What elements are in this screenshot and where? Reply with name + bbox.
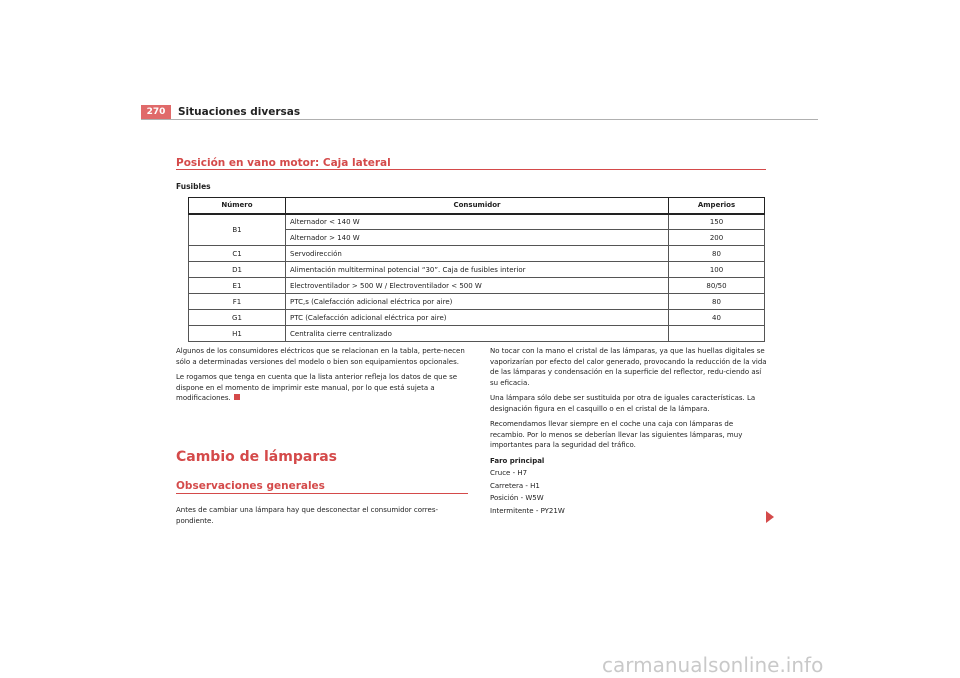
table-row	[189, 278, 765, 294]
column-header-amps: Amperios	[669, 198, 765, 214]
paragraph: Algunos de los consumidores eléctricos que se relacionan en la tabla, perte-necen sólo a determinadas versiones del modelo o bien son equipamientos opcionales.	[176, 347, 465, 366]
right-column-text	[490, 346, 768, 516]
cell-number: B1	[189, 214, 286, 246]
cell-number: D1	[189, 262, 286, 278]
cell-consumer: Alternador > 140 W	[286, 230, 669, 246]
page-header-title: Situaciones diversas	[178, 106, 301, 118]
headlight-label: Faro principal	[490, 456, 545, 465]
table-row	[189, 246, 765, 262]
cell-consumer: PTC (Calefacción adicional eléctrica por aire)	[286, 310, 669, 326]
paragraph: No tocar con la mano el cristal de las lámparas, ya que las huellas digitales se vaporizarían por efecto del calor generado, provocando la reducción de la vida de las lámparas y condensación en la superficie del reflector, redu-ciendo así su eficacia.	[490, 347, 767, 387]
cell-consumer: Alternador < 140 W	[286, 214, 669, 230]
paragraph	[176, 372, 468, 404]
table-row	[189, 294, 765, 310]
paragraph: Recomendamos llevar siempre en el coche una caja con lámparas de recambio. Por lo menos se deberían llevar las siguientes lámparas, muy importantes para la seguridad del tráfico.	[490, 420, 743, 449]
table-header-row	[189, 198, 765, 214]
fuses-label: Fusibles	[176, 182, 211, 191]
cell-consumer: Electroventilador > 500 W / Electroventilador < 500 W	[286, 278, 669, 294]
chapter-title: Cambio de lámparas	[176, 449, 337, 465]
cell-number: C1	[189, 246, 286, 262]
watermark: carmanualsonline.info	[602, 653, 824, 677]
fuse-table	[188, 197, 765, 342]
cell-number: E1	[189, 278, 286, 294]
section-title-general-notes: Observaciones generales	[176, 480, 325, 492]
left-column-text	[176, 346, 468, 409]
table-row	[189, 214, 765, 230]
list-item: Posición - W5W	[490, 494, 544, 502]
page-number: 270	[141, 105, 171, 119]
paragraph: Una lámpara sólo debe ser sustituida por otra de iguales características. La designación figura en el casquillo o en el cristal de la lámpara.	[490, 394, 756, 413]
table-row	[189, 326, 765, 342]
cell-consumer: PTC,s (Calefacción adicional eléctrica por aire)	[286, 294, 669, 310]
section-title-fuses: Posición en vano motor: Caja lateral	[176, 157, 391, 169]
cell-amps: 150	[669, 214, 765, 230]
cell-number: H1	[189, 326, 286, 342]
column-header-consumer: Consumidor	[286, 198, 669, 214]
table-row	[189, 310, 765, 326]
cell-consumer: Centralita cierre centralizado	[286, 326, 669, 342]
cell-number: F1	[189, 294, 286, 310]
section-divider	[176, 169, 766, 170]
end-of-section-icon	[234, 394, 240, 400]
column-header-number: Número	[189, 198, 286, 214]
cell-consumer: Servodirección	[286, 246, 669, 262]
cell-amps: 80/50	[669, 278, 765, 294]
cell-number: G1	[189, 310, 286, 326]
cell-consumer: Alimentación multiterminal potencial “30”. Caja de fusibles interior	[286, 262, 669, 278]
cell-amps: 40	[669, 310, 765, 326]
left-column-text-2	[176, 505, 468, 531]
cell-amps: 200	[669, 230, 765, 246]
cell-amps: 80	[669, 246, 765, 262]
cell-amps: 100	[669, 262, 765, 278]
list-item: Cruce - H7	[490, 469, 528, 477]
paragraph: Antes de cambiar una lámpara hay que desconectar el consumidor corres-pondiente.	[176, 506, 439, 525]
cell-amps	[669, 326, 765, 342]
paragraph-text: Le rogamos que tenga en cuenta que la lista anterior refleja los datos de que se dispone en el momento de imprimir este manual, por lo que está sujeta a modificaciones.	[176, 373, 458, 402]
list-item: Intermitente - PY21W	[490, 506, 565, 515]
header-divider	[141, 119, 818, 120]
table-row	[189, 262, 765, 278]
cell-amps: 80	[669, 294, 765, 310]
list-item: Carretera - H1	[490, 481, 540, 490]
section-divider	[176, 493, 468, 494]
next-page-arrow-icon[interactable]	[766, 511, 774, 523]
